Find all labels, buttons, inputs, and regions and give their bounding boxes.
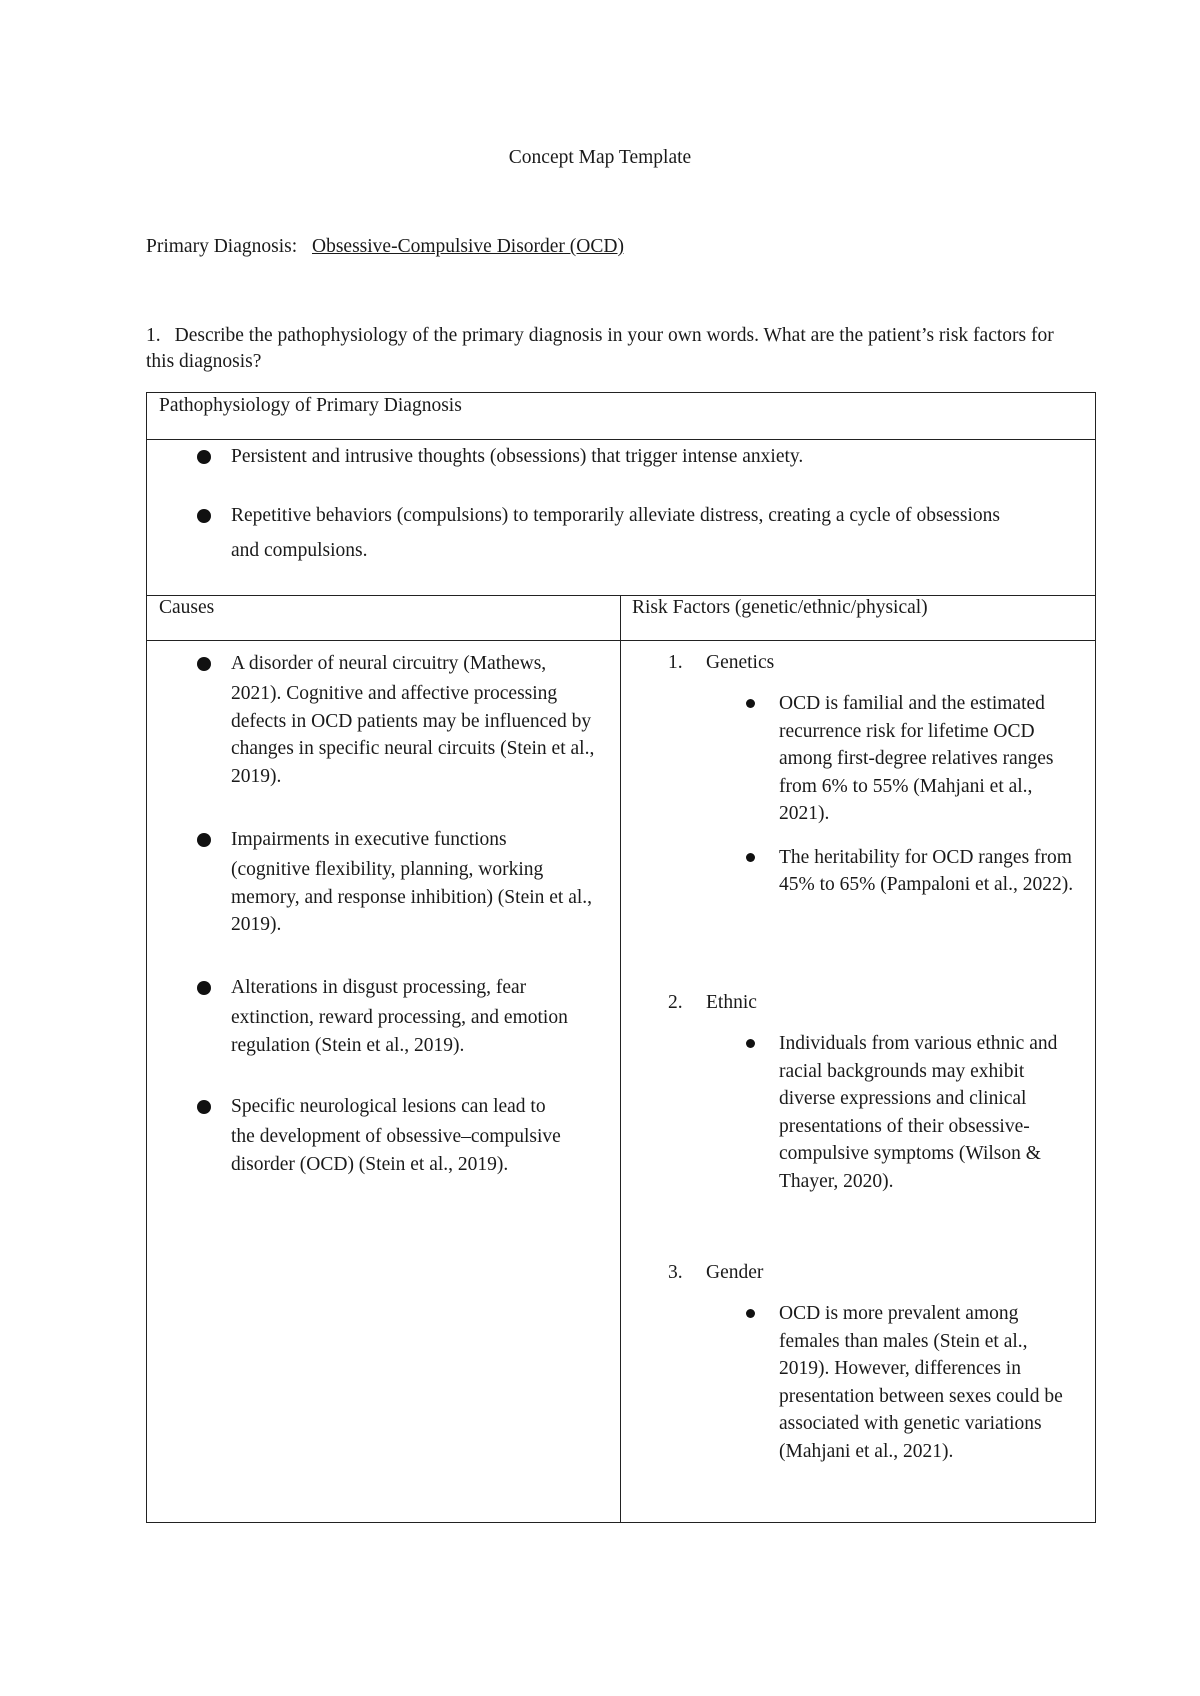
cause-item <box>197 976 607 1059</box>
risk-number: 2. <box>668 992 683 1013</box>
risk-factors-header-cell <box>620 595 1095 641</box>
risk-title <box>668 1262 1088 1284</box>
patho-bullet-text: Persistent and intrusive thoughts (obsessions) that trigger intense anxiety. <box>231 446 804 467</box>
bullet-icon <box>746 1039 755 1048</box>
risk-title-text: Gender <box>706 1262 764 1283</box>
pathophysiology-header-cell <box>147 393 1095 440</box>
risk-point-text: The heritability for OCD ranges from 45% to 65% (Pampaloni et al., 2022). <box>779 846 1074 895</box>
risk-point <box>746 844 1088 899</box>
bullet-icon <box>746 1309 755 1318</box>
risk-title-text: Ethnic <box>706 992 757 1013</box>
cause-rest: 2021). Cognitive and affective processing defects in OCD patients may be influenced by changes in specific neural circuits (Stein et al., 2019). <box>231 683 595 787</box>
cause-first-line: Alterations in disgust processing, fear <box>231 977 527 998</box>
bullet-icon <box>197 450 211 464</box>
diagnosis-value: Obsessive-Compulsive Disorder (OCD) <box>312 236 624 257</box>
cause-text <box>231 976 607 1059</box>
question-text: Describe the pathophysiology of the primary diagnosis in your own words. What are the patient’s risk factors for this diagnosis? <box>146 325 1054 372</box>
primary-diagnosis <box>146 236 624 258</box>
risk-point-text: OCD is more prevalent among females than males (Stein et al., 2019). However, differences in presentation between sexes could be associated with genetic variations (Mahjani et al., 2021). <box>779 1303 1063 1462</box>
cause-rest: extinction, reward processing, and emotion regulation (Stein et al., 2019). <box>231 1007 568 1056</box>
risk-point-text: Individuals from various ethnic and racial backgrounds may exhibit diverse expressions and clinical presentations of their obsessive-compulsive symptoms (Wilson & Thayer, 2020). <box>779 1033 1058 1192</box>
cause-text <box>231 828 607 939</box>
cause-text <box>231 1095 607 1178</box>
cause-item <box>197 652 607 790</box>
risk-title <box>668 652 1088 674</box>
diagnosis-label: Primary Diagnosis: <box>146 236 298 257</box>
risk-point <box>746 1030 1088 1195</box>
cause-item <box>197 828 607 939</box>
risk-group-gender <box>668 1262 1088 1465</box>
bullet-icon <box>746 699 755 708</box>
cause-text <box>231 652 607 790</box>
question-1 <box>146 323 1066 375</box>
causes-header-cell <box>147 595 620 641</box>
risk-group-genetics <box>668 652 1088 899</box>
risk-title <box>668 992 1088 1014</box>
bullet-icon <box>197 509 211 523</box>
risk-point <box>746 690 1088 828</box>
patho-bullet-text: Repetitive behaviors (compulsions) to temporarily alleviate distress, creating a cycle of obsessions and compulsions. <box>231 505 1000 561</box>
cause-rest: the development of obsessive–compulsive disorder (OCD) (Stein et al., 2019). <box>231 1126 561 1175</box>
risk-factors-header: Risk Factors (genetic/ethnic/physical) <box>632 597 928 618</box>
cause-first-line: Impairments in executive functions <box>231 829 507 850</box>
patho-bullet-item <box>197 504 1017 568</box>
patho-bullet-item <box>197 445 803 469</box>
cause-first-line: A disorder of neural circuitry (Mathews, <box>231 653 547 674</box>
pathophysiology-header: Pathophysiology of Primary Diagnosis <box>159 395 462 416</box>
concept-map-table <box>146 392 1096 1523</box>
cause-rest: (cognitive flexibility, planning, working memory, and response inhibition) (Stein et al., 2019). <box>231 859 593 935</box>
risk-title-text: Genetics <box>706 652 775 673</box>
causes-header: Causes <box>159 597 215 618</box>
risk-number: 1. <box>668 652 683 673</box>
bullet-icon <box>197 981 211 995</box>
cause-item <box>197 1095 607 1178</box>
question-number: 1. <box>146 325 161 346</box>
page-title: Concept Map Template <box>508 147 692 168</box>
pathophysiology-body-cell <box>147 439 1095 596</box>
bullet-icon <box>197 1100 211 1114</box>
risk-number: 3. <box>668 1262 683 1283</box>
bullet-icon <box>197 833 211 847</box>
risk-group-ethnic <box>668 992 1088 1195</box>
bullet-icon <box>746 853 755 862</box>
causes-body-cell <box>147 640 620 1522</box>
risk-factors-body-cell <box>620 640 1095 1522</box>
risk-point <box>746 1300 1088 1465</box>
bullet-icon <box>197 657 211 671</box>
risk-point-text: OCD is familial and the estimated recurrence risk for lifetime OCD among first-degree relatives ranges from 6% to 55% (Mahjani et al., 2021). <box>779 693 1054 824</box>
cause-first-line: Specific neurological lesions can lead to <box>231 1096 546 1117</box>
